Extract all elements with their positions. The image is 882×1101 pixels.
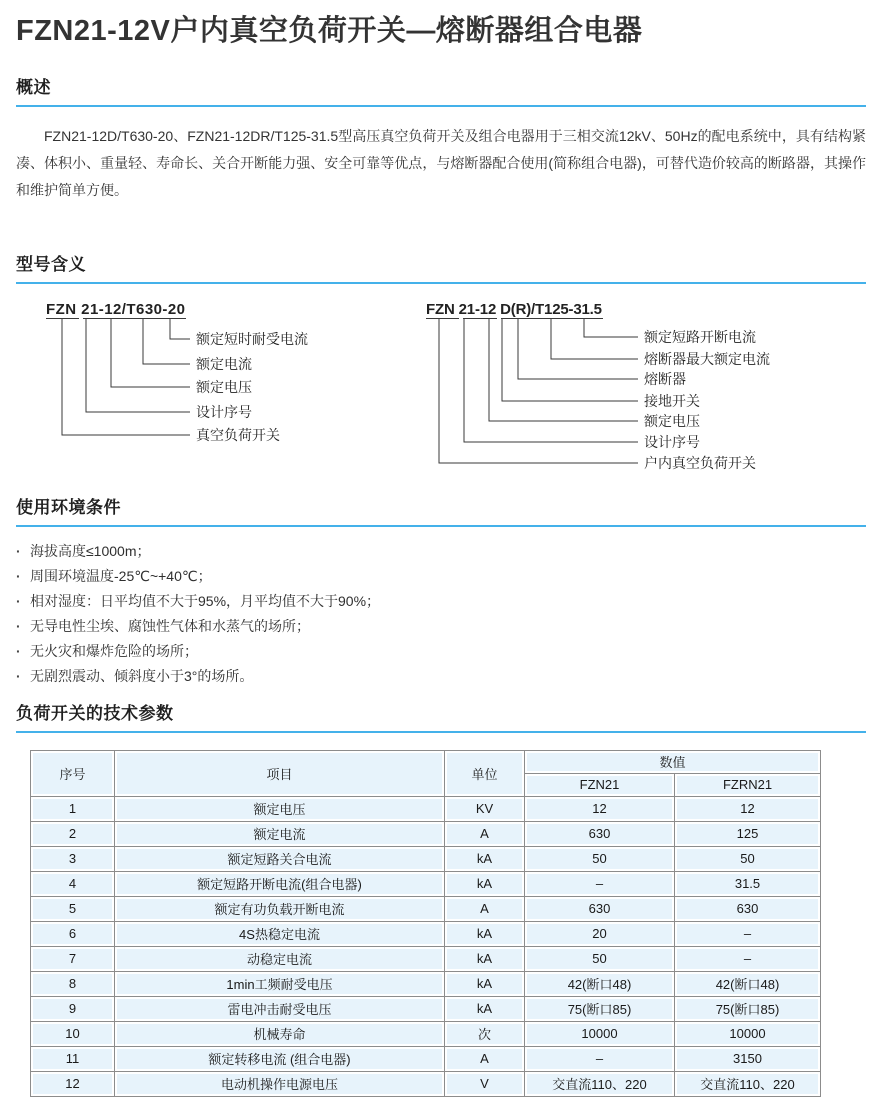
model-code-left: FZN 21-12/T630-20 [46, 300, 186, 318]
model-meaning-diagrams [16, 288, 866, 493]
cell-item: 额定短路开断电流(组合电器) [115, 871, 445, 896]
model-connectors-left [62, 319, 190, 435]
cell-index: 12 [31, 1071, 115, 1096]
model-label: 接地开关 [644, 392, 700, 409]
section-model-meaning [16, 250, 866, 493]
cell-unit: kA [445, 846, 525, 871]
model-breakdown-diagram [16, 288, 866, 493]
model-label: 设计序号 [644, 433, 700, 450]
model-label: 额定电压 [644, 412, 700, 429]
cell-index: 6 [31, 921, 115, 946]
cell-fzrn21: 42(断口48) [675, 971, 821, 996]
cell-fzrn21: 125 [675, 821, 821, 846]
model-label: 熔断器 [644, 370, 686, 387]
accent-rule [16, 105, 866, 107]
bullet-dot: · [16, 567, 21, 584]
env-condition-item [16, 644, 866, 658]
table-row [31, 971, 821, 996]
cell-unit: A [445, 1046, 525, 1071]
table-row [31, 821, 821, 846]
cell-item: 4S热稳定电流 [115, 921, 445, 946]
section-heading-tech-params: 负荷开关的技术参数 [16, 703, 174, 723]
cell-item: 额定转移电流 (组合电器) [115, 1046, 445, 1071]
table-row [31, 896, 821, 921]
cell-unit: kA [445, 971, 525, 996]
col-header-index: 序号 [31, 750, 115, 796]
col-header-model-a: FZN21 [525, 773, 675, 796]
environment-conditions-list [16, 544, 866, 683]
overview-paragraph: FZN21-12D/T630-20、FZN21-12DR/T125-31.5型高压真空负荷开关及组合电器用于三相交流12kV、50Hz的配电系统中，具有结构紧凑、体积小、重量轻、寿命长、关合开断能力强、安全可靠等优点，与熔断器配合使用(简称组合电器)，可替代造价较高的断路器，其操作和维护简单方便。 [16, 127, 866, 198]
table-row [31, 1046, 821, 1071]
table-header-row [31, 750, 821, 773]
cell-index: 3 [31, 846, 115, 871]
col-header-unit: 单位 [445, 750, 525, 796]
model-label: 额定短路开断电流 [644, 328, 756, 345]
model-code-right: FZN 21-12 D(R)/T125-31.5 [426, 300, 603, 318]
col-header-item: 项目 [115, 750, 445, 796]
cell-index: 7 [31, 946, 115, 971]
cell-unit: KV [445, 796, 525, 821]
bullet-dot: · [16, 642, 21, 659]
cell-item: 额定短路关合电流 [115, 846, 445, 871]
cell-index: 11 [31, 1046, 115, 1071]
cell-unit: kA [445, 946, 525, 971]
cell-fzrn21: 31.5 [675, 871, 821, 896]
cell-fzrn21: 75(断口85) [675, 996, 821, 1021]
cell-item: 1min工频耐受电压 [115, 971, 445, 996]
model-label: 户内真空负荷开关 [644, 454, 756, 471]
env-condition-text: 无火灾和爆炸危险的场所； [30, 642, 198, 659]
env-condition-item [16, 544, 866, 558]
bullet-dot: · [16, 667, 21, 684]
section-tech-params [16, 699, 866, 1097]
table-row [31, 946, 821, 971]
section-heading-environment: 使用环境条件 [16, 497, 121, 517]
cell-index: 1 [31, 796, 115, 821]
table-row [31, 871, 821, 896]
cell-fzn21: 20 [525, 921, 675, 946]
env-condition-text: 相对湿度：日平均值不大于95%，月平均值不大于90%； [30, 592, 381, 609]
table-row [31, 1071, 821, 1096]
model-connectors-right [439, 319, 638, 463]
cell-fzrn21: – [675, 921, 821, 946]
cell-fzn21: 50 [525, 846, 675, 871]
cell-fzn21: 75(断口85) [525, 996, 675, 1021]
tech-params-table [30, 750, 821, 1097]
model-label: 真空负荷开关 [196, 426, 280, 443]
accent-rule [16, 282, 866, 284]
cell-fzn21: 12 [525, 796, 675, 821]
model-label: 额定短时耐受电流 [196, 330, 308, 347]
cell-unit: kA [445, 921, 525, 946]
bullet-dot: · [16, 542, 21, 559]
model-label: 额定电压 [196, 378, 252, 395]
cell-unit: A [445, 821, 525, 846]
cell-item: 额定电流 [115, 821, 445, 846]
cell-unit: V [445, 1071, 525, 1096]
section-environment [16, 493, 866, 683]
cell-fzn21: 10000 [525, 1021, 675, 1046]
cell-fzrn21: 交直流110、220 [675, 1071, 821, 1096]
model-label: 设计序号 [196, 403, 252, 420]
table-row [31, 796, 821, 821]
table-row [31, 1021, 821, 1046]
cell-fzrn21: 50 [675, 846, 821, 871]
cell-index: 4 [31, 871, 115, 896]
cell-fzn21: – [525, 1046, 675, 1071]
env-condition-item [16, 669, 866, 683]
env-condition-text: 无导电性尘埃、腐蚀性气体和水蒸气的场所； [30, 617, 310, 634]
cell-item: 机械寿命 [115, 1021, 445, 1046]
cell-fzrn21: 3150 [675, 1046, 821, 1071]
bullet-dot: · [16, 592, 21, 609]
cell-index: 2 [31, 821, 115, 846]
cell-fzn21: 630 [525, 821, 675, 846]
cell-index: 10 [31, 1021, 115, 1046]
env-condition-text: 无剧烈震动、倾斜度小于3°的场所。 [30, 667, 254, 684]
cell-fzrn21: – [675, 946, 821, 971]
cell-fzn21: – [525, 871, 675, 896]
bullet-dot: · [16, 617, 21, 634]
section-overview [16, 73, 866, 204]
cell-item: 额定有功负载开断电流 [115, 896, 445, 921]
section-heading-overview: 概述 [16, 77, 51, 97]
cell-index: 9 [31, 996, 115, 1021]
env-condition-text: 海拔高度≤1000m； [30, 542, 151, 559]
cell-item: 动稳定电流 [115, 946, 445, 971]
env-condition-item [16, 619, 866, 633]
cell-fzrn21: 630 [675, 896, 821, 921]
table-row [31, 846, 821, 871]
cell-unit: 次 [445, 1021, 525, 1046]
cell-index: 8 [31, 971, 115, 996]
cell-unit: A [445, 896, 525, 921]
env-condition-item [16, 594, 866, 608]
cell-item: 雷电冲击耐受电压 [115, 996, 445, 1021]
cell-item: 电动机操作电源电压 [115, 1071, 445, 1096]
model-label: 额定电流 [196, 355, 252, 372]
col-header-value-group: 数值 [525, 750, 821, 773]
cell-fzrn21: 10000 [675, 1021, 821, 1046]
cell-item: 额定电压 [115, 796, 445, 821]
col-header-model-b: FZRN21 [675, 773, 821, 796]
accent-rule [16, 731, 866, 733]
section-heading-model-meaning: 型号含义 [16, 254, 86, 274]
cell-fzn21: 交直流110、220 [525, 1071, 675, 1096]
cell-fzn21: 630 [525, 896, 675, 921]
accent-rule [16, 525, 866, 527]
table-row [31, 921, 821, 946]
env-condition-item [16, 569, 866, 583]
model-label: 熔断器最大额定电流 [644, 350, 770, 367]
cell-unit: kA [445, 871, 525, 896]
cell-fzrn21: 12 [675, 796, 821, 821]
env-condition-text: 周围环境温度-25℃~+40℃； [30, 567, 212, 584]
cell-index: 5 [31, 896, 115, 921]
table-row [31, 996, 821, 1021]
cell-unit: kA [445, 996, 525, 1021]
page-title: FZN21-12V户内真空负荷开关—熔断器组合电器 [16, 15, 643, 47]
cell-fzn21: 50 [525, 946, 675, 971]
cell-fzn21: 42(断口48) [525, 971, 675, 996]
